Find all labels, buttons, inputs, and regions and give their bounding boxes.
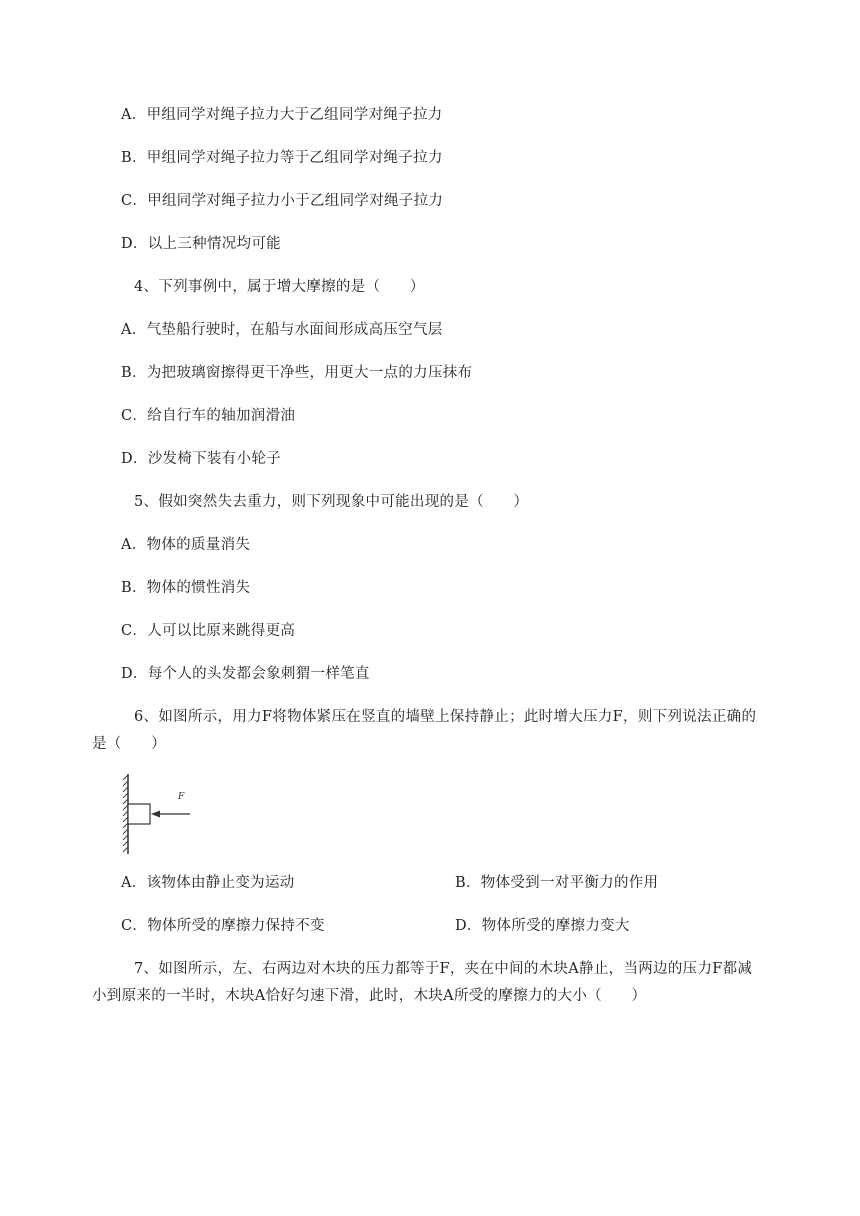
q4-stem: 4、下列事例中，属于增大摩擦的是（ ） — [134, 279, 425, 295]
q3-option-d: D．以上三种情况均可能 — [121, 236, 281, 252]
q5-option-a: A．物体的质量消失 — [121, 537, 251, 553]
q5-option-c: C．人可以比原来跳得更高 — [121, 623, 296, 639]
q4-option-d: D．沙发椅下装有小轮子 — [121, 451, 281, 467]
q3-option-c: C．甲组同学对绳子拉力小于乙组同学对绳子拉力 — [121, 193, 444, 209]
q4-option-b: B．为把玻璃窗擦得更干净些，用更大一点的力压抹布 — [121, 365, 473, 381]
q4-option-a: A．气垫船行驶时，在船与水面间形成高压空气层 — [121, 322, 443, 338]
q7-stem-line1: 7、如图所示，左、右两边对木块的压力都等于F，夹在中间的木块A静止，当两边的压力F都减 — [134, 961, 753, 977]
q3-option-b: B．甲组同学对绳子拉力等于乙组同学对绳子拉力 — [121, 150, 443, 166]
q7-stem-line2: 小到原来的一半时，木块A恰好匀速下滑，此时，木块A所受的摩擦力的大小（ ） — [92, 988, 647, 1004]
q5-option-b: B．物体的惯性消失 — [121, 580, 251, 596]
q3-option-a: A．甲组同学对绳子拉力大于乙组同学对绳子拉力 — [121, 107, 443, 123]
q6-option-c: C．物体所受的摩擦力保持不变 — [121, 918, 325, 934]
q6-stem-line2: 是（ ） — [92, 736, 166, 752]
force-label: F — [178, 792, 185, 802]
q6-option-d: D．物体所受的摩擦力变大 — [455, 918, 630, 934]
q5-stem: 5、假如突然失去重力，则下列现象中可能出现的是（ ） — [134, 494, 529, 510]
wall-force-figure — [120, 774, 194, 858]
q6-stem-line1: 6、如图所示，用力F将物体紧压在竖直的墙壁上保持静止；此时增大压力F，则下列说法正确的 — [134, 709, 757, 725]
q5-option-d: D．每个人的头发都会象刺猬一样笔直 — [121, 666, 370, 682]
q6-option-b: B．物体受到一对平衡力的作用 — [455, 875, 659, 891]
q4-option-c: C．给自行车的轴加润滑油 — [121, 408, 296, 424]
q6-option-a: A．该物体由静止变为运动 — [121, 875, 295, 891]
